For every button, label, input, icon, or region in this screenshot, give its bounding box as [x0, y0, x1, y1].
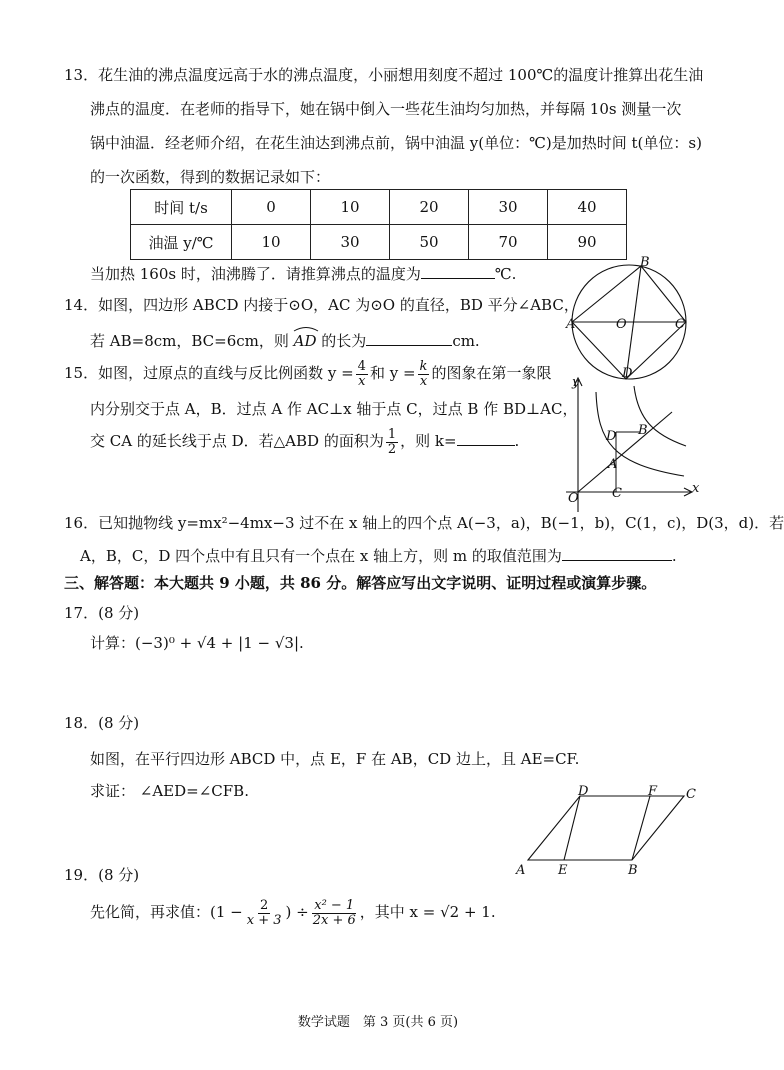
q19-body	[90, 896, 496, 928]
q14-line2-text: 若 AB=8cm，BC=6cm，则	[90, 332, 289, 350]
frac-den: 2	[387, 441, 397, 457]
q14-line2-length: 的长为	[321, 332, 367, 350]
q14-unit: cm.	[452, 332, 480, 350]
table-header-temp: 油温 y/℃	[131, 225, 232, 260]
frac-num: x² − 1	[314, 897, 355, 913]
section-3-heading: 三、解答题：本大题共 9 小题，共 86 分。解答应写出文字说明、证明过程或演算步骤。	[64, 574, 657, 592]
segment-fb	[632, 796, 650, 860]
q13-line1: 13．花生油的沸点温度远高于水的沸点温度，小丽想用刻度不超过 100℃的温度计推算出花生油	[64, 66, 704, 84]
fraction-2-over-x-plus-3	[245, 899, 284, 927]
q15-period: .	[514, 432, 520, 450]
label-x: x	[692, 481, 700, 496]
arc-mark-icon	[292, 326, 320, 332]
label-d: D	[578, 784, 589, 799]
table-cell: 70	[469, 225, 548, 260]
q18-line2: 求证： ∠AED=∠CFB.	[90, 782, 249, 800]
q14-answer-blank[interactable]	[366, 331, 452, 346]
q13-line5	[90, 264, 516, 282]
q19-lead: 先化简，再求值：	[90, 903, 211, 921]
q16-line2	[80, 546, 677, 564]
q19-paren-open: (1 −	[210, 903, 243, 921]
table-cell: 30	[469, 190, 548, 225]
q15-answer-blank[interactable]	[457, 431, 515, 446]
q13-line2: 沸点的温度．在老师的指导下，她在锅中倒入一些花生油均匀加热，并每隔 10s 测量一次	[90, 100, 682, 118]
q19-paren-close: ) ÷	[285, 903, 309, 921]
q13-answer-blank[interactable]	[421, 264, 495, 279]
table-cell: 40	[548, 190, 627, 225]
label-c: C	[675, 317, 685, 332]
table-cell: 50	[390, 225, 469, 260]
fraction-x2-minus-1-over-2x-plus-6	[311, 899, 358, 927]
table-row	[131, 225, 627, 260]
label-a: A	[566, 317, 576, 332]
q16-line1: 16．已知抛物线 y=mx²−4mx−3 过不在 x 轴上的四个点 A(−3，a)，B(−1，b)，C(1，c)，D(3，d)．若	[64, 514, 784, 532]
parallelogram-abcd	[528, 796, 684, 860]
q18-parallelogram-figure	[512, 784, 702, 880]
table-cell: 10	[232, 225, 311, 260]
q13-data-table	[130, 189, 627, 260]
q13-line4: 的一次函数，得到的数据记录如下：	[90, 168, 331, 186]
label-f: F	[648, 784, 658, 799]
q13-line5-text: 当加热 160s 时，油沸腾了．请推算沸点的温度为	[90, 265, 421, 283]
label-a: A	[516, 863, 526, 878]
label-a: A	[608, 457, 618, 472]
q19-heading: 19．(8 分)	[64, 866, 140, 884]
q18-heading: 18．(8 分)	[64, 714, 140, 732]
label-d: D	[606, 429, 617, 444]
q16-line2-text: A，B，C，D 四个点中有且只有一个点在 x 轴上方，则 m 的取值范围为	[80, 547, 562, 565]
q16-answer-blank[interactable]	[562, 546, 672, 561]
q18-line1: 如图，在平行四边形 ABCD 中，点 E，F 在 AB，CD 边上，且 AE=CF.	[90, 750, 580, 768]
frac-den: x	[419, 373, 428, 389]
fraction-1-over-2	[386, 428, 398, 456]
q15-line3-k: ，则 k=	[400, 432, 457, 450]
q14-line2	[90, 330, 480, 349]
table-cell: 10	[311, 190, 390, 225]
q14-circle-figure	[566, 255, 698, 384]
frac-den: x + 3	[246, 912, 282, 928]
table-cell: 0	[232, 190, 311, 225]
line-through-origin	[578, 412, 672, 492]
q15-line1	[64, 358, 551, 388]
q14-line1: 14．如图，四边形 ABCD 内接于⊙O，AC 为⊙O 的直径，BD 平分∠ABC，	[64, 296, 579, 314]
q15-line1-mid: 和 y =	[369, 364, 416, 382]
label-b: B	[628, 863, 638, 878]
table-cell: 90	[548, 225, 627, 260]
q15-line3	[90, 426, 519, 456]
label-b: B	[638, 423, 648, 438]
label-e: E	[558, 863, 568, 878]
q14-arc-label: AD	[293, 332, 317, 350]
label-y: y	[572, 375, 580, 390]
table-cell: 20	[390, 190, 469, 225]
label-c: C	[612, 486, 622, 501]
q16-period: .	[671, 547, 677, 565]
label-o: O	[568, 491, 579, 506]
frac-den: 2x + 6	[312, 912, 356, 928]
label-c: C	[686, 787, 696, 802]
table-row	[131, 190, 627, 225]
label-b: B	[640, 255, 650, 270]
q14-arc-ad	[294, 330, 317, 349]
q17-heading: 17．(8 分)	[64, 604, 140, 622]
page-footer: 数学试题 第 3 页(共 6 页)	[297, 1015, 459, 1030]
fraction-4-over-x	[356, 360, 368, 388]
q15-graph-figure	[556, 372, 700, 514]
label-o: O	[616, 317, 627, 332]
q19-tail: ，其中 x = √2 + 1.	[359, 903, 496, 921]
q15-line2: 内分别交于点 A，B．过点 A 作 AC⊥x 轴于点 C，过点 B 作 BD⊥AC，	[90, 400, 578, 418]
frac-num: 1	[387, 426, 397, 442]
frac-num: k	[419, 358, 428, 374]
q13-line3: 锅中油温．经老师介绍，在花生油达到沸点前，锅中油温 y(单位：℃)是加热时间 t(单位：s)	[90, 134, 702, 152]
frac-den: x	[358, 373, 366, 389]
frac-num: 4	[357, 358, 366, 374]
table-header-time: 时间 t/s	[131, 190, 232, 225]
q15-line1-end: 的图象在第一象限	[431, 364, 552, 382]
q15-line3-text: 交 CA 的延长线于点 D．若△ABD 的面积为	[90, 432, 384, 450]
q15-line1-text: 15．如图，过原点的直线与反比例函数 y =	[64, 364, 354, 382]
frac-num: 2	[259, 897, 269, 913]
q17-body: 计算：(−3)⁰ + √4 + |1 − √3|.	[90, 634, 304, 652]
table-cell: 30	[311, 225, 390, 260]
fraction-k-over-x	[418, 360, 430, 388]
q13-unit: ℃.	[494, 265, 517, 283]
label-d: D	[622, 366, 633, 381]
